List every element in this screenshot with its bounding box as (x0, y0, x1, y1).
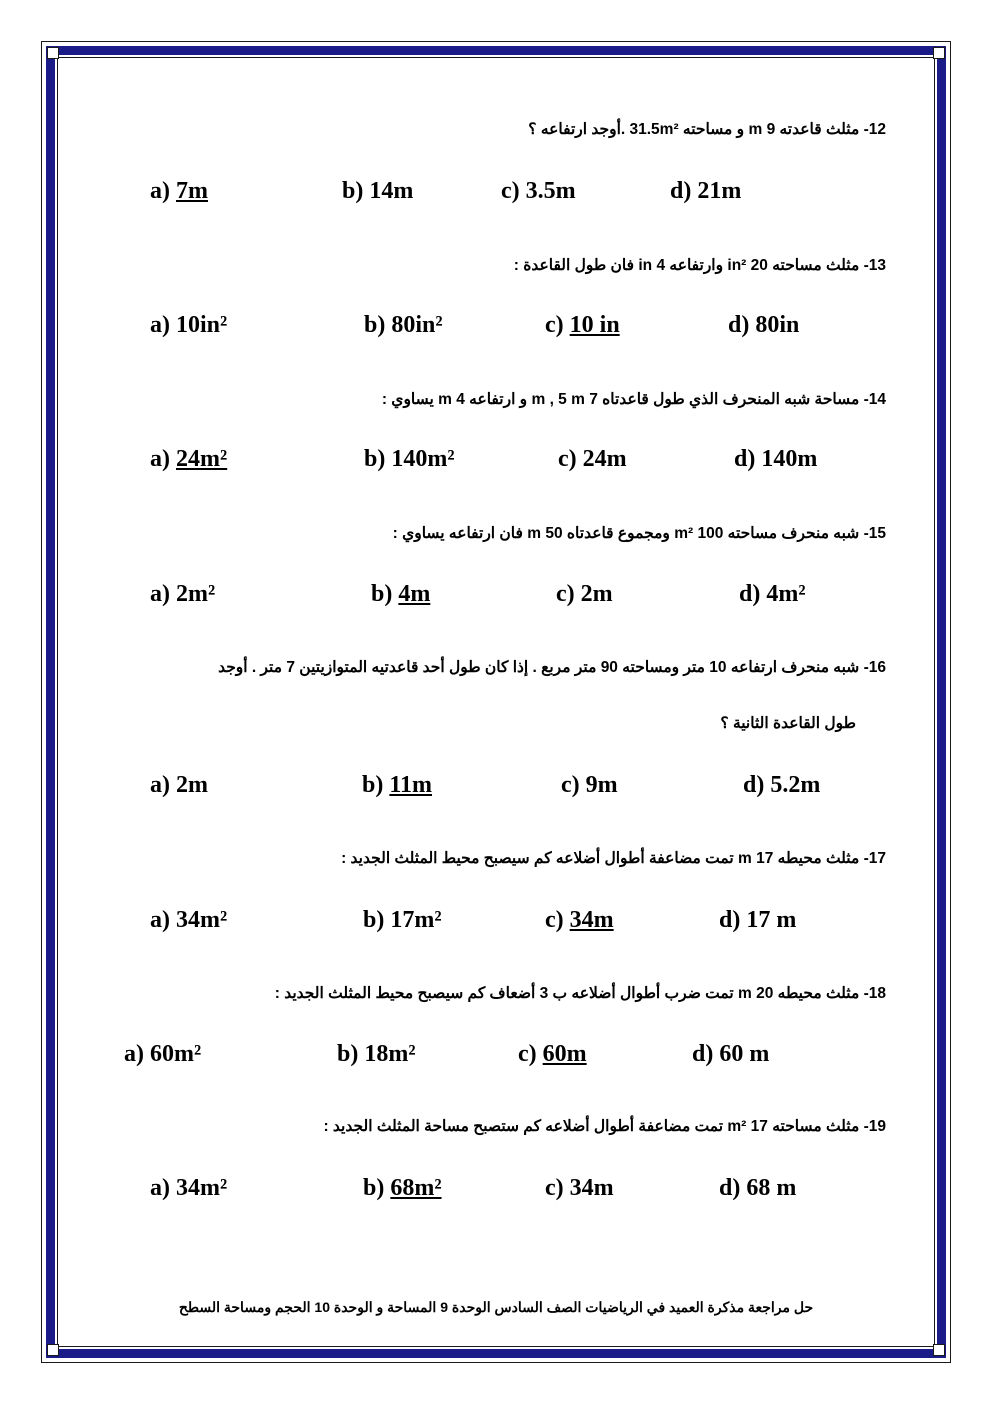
q19-option-d: d) 68 m (719, 1175, 797, 1201)
q15-option-c: c) 2m (556, 581, 613, 607)
q17-option-a: a) 34m² (150, 907, 228, 933)
q13-option-b: b) 80in² (364, 312, 443, 338)
correct-answer: 4m (398, 581, 431, 607)
question-17: 17- مثلث محيطه 17 m تمت مضاعفة أطوال أضلاعه كم سيصبح محيط المثلث الجديد : (341, 850, 886, 867)
q12-option-d: d) 21m (670, 178, 742, 204)
q13-option-a: a) 10in² (150, 312, 228, 338)
question-19: 19- مثلث مساحته 17 m² تمت مضاعفة أطوال أضلاعه كم ستصبح مساحة المثلث الجديد : (323, 1118, 886, 1135)
question-16-line-2: طول القاعدة الثانية ؟ (720, 715, 856, 732)
question-14: 14- مساحة شبه المنحرف الذي طول قاعدتاه 7 m , 5 m و ارتفاعه 4 m يساوي : (381, 391, 886, 408)
q14-option-b: b) 140m² (364, 446, 455, 472)
corner-ornament (933, 47, 945, 59)
correct-answer: 10 in (569, 312, 620, 338)
q19-option-a: a) 34m² (150, 1175, 228, 1201)
correct-answer: 68m² (390, 1175, 442, 1201)
q16-option-c: c) 9m (561, 772, 618, 798)
q17-option-d: d) 17 m (719, 907, 797, 933)
q16-option-b: b) 11m (362, 772, 433, 798)
question-18: 18- مثلث محيطه 20 m تمت ضرب أطوال أضلاعه ب 3 أضعاف كم سيصبح محيط المثلث الجديد : (274, 985, 886, 1002)
corner-ornament (933, 1344, 945, 1356)
question-16: 16- شبه منحرف ارتفاعه 10 متر ومساحته 90 متر مربع . إذا كان طول أحد قاعدتيه المتوازيتين 7 متر . أوجد (218, 659, 886, 676)
q13-option-c: c) 10 in (545, 312, 725, 339)
correct-answer: 11m (389, 772, 433, 798)
q19-option-b: b) 68m² (363, 1175, 442, 1201)
correct-answer: 60m (542, 1041, 587, 1067)
corner-ornament (47, 47, 59, 59)
correct-answer: 24m² (176, 446, 228, 472)
q15-option-d: d) 4m² (739, 581, 806, 607)
q12-option-a: a) 7m (150, 178, 208, 204)
q18-option-a: a) 60m² (124, 1041, 202, 1067)
q14-option-a: a) 24m² (150, 446, 228, 472)
question-12: 12- مثلث قاعدته 9 m و مساحته 31.5m² .أوجد ارتفاعه ؟ (528, 121, 886, 138)
q14-option-c: c) 24m (558, 446, 627, 472)
q17-option-c: c) 34m (545, 907, 614, 933)
q12-option-c: c) 3.5m (501, 178, 576, 204)
question-13: 13- مثلث مساحته 20 in² وارتفاعه 4 in فان طول القاعدة : (513, 257, 886, 274)
page-footer: حل مراجعة مذكرة العميد في الرياضيات الصف السادس الوحدة 9 المساحة و الوحدة 10 الحجم ومساحة السطح (178, 1299, 814, 1315)
q14-option-d: d) 140m (734, 446, 818, 472)
q13-option-d: d) 80in (728, 312, 800, 338)
q16-option-d: d) 5.2m (743, 772, 821, 798)
corner-ornament (47, 1344, 59, 1356)
page-border-inner (57, 57, 935, 1347)
correct-answer: 7m (176, 178, 208, 204)
q18-option-d: d) 60 m (692, 1041, 770, 1067)
q12-option-b: b) 14m (342, 178, 414, 204)
q19-option-c: c) 34m (545, 1175, 614, 1201)
q18-option-c: c) 60m (518, 1041, 587, 1067)
q15-option-b: b) 4m (371, 581, 431, 607)
question-15: 15- شبه منحرف مساحته 100 m² ومجموع قاعدتاه 50 m فان ارتفاعه يساوي : (392, 525, 886, 542)
q15-option-a: a) 2m² (150, 581, 216, 607)
correct-answer: 34m (569, 907, 614, 933)
q17-option-b: b) 17m² (363, 907, 442, 933)
q16-option-a: a) 2m (150, 772, 208, 798)
q18-option-b: b) 18m² (337, 1041, 416, 1067)
